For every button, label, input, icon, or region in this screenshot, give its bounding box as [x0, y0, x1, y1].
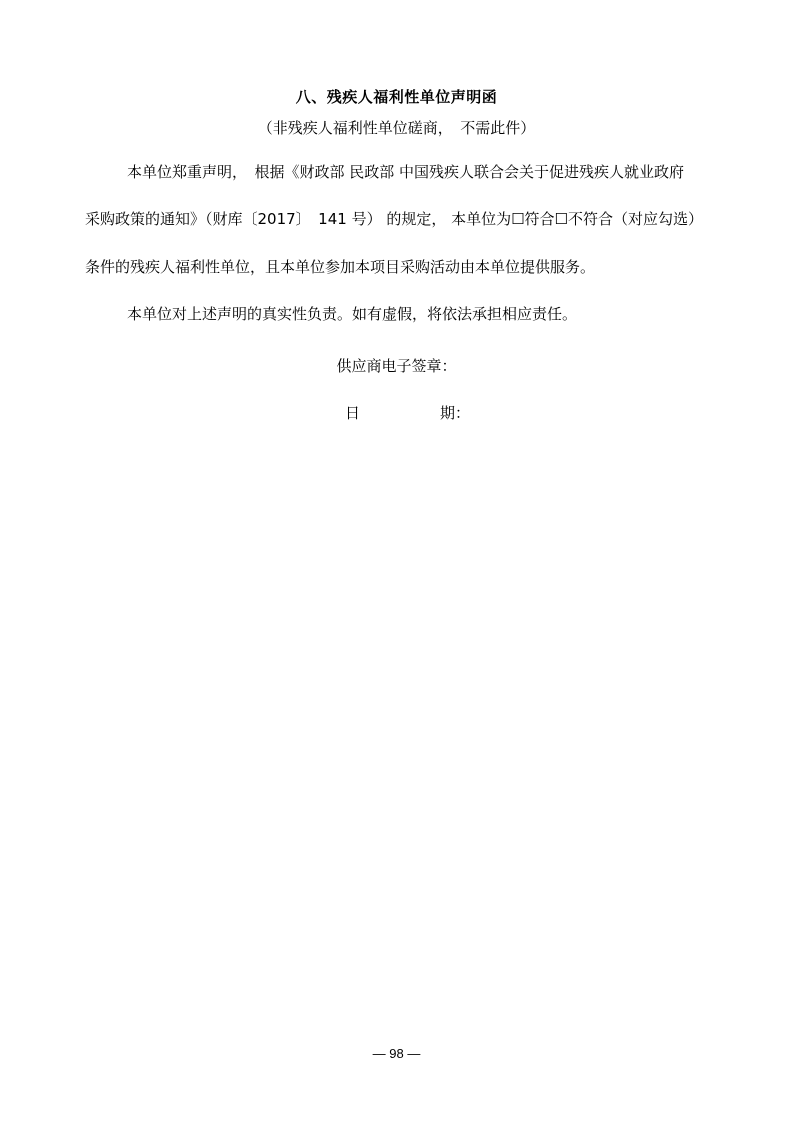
declaration-paragraph-line-3: 条件的残疾人福利性单位，且本单位参加本项目采购活动由本单位提供服务。 — [85, 258, 596, 276]
date-label-day: 日 — [345, 404, 361, 422]
page-number: — 98 — — [372, 1046, 421, 1061]
signature-label: 供应商电子签章： — [336, 357, 457, 375]
responsibility-paragraph: 本单位对上述声明的真实性负责。如有虚假，将依法承担相应责任。 — [127, 305, 578, 323]
page-subtitle: （非残疾人福利性单位磋商， 不需此件） — [257, 119, 536, 137]
date-label-period: 期： — [440, 404, 471, 422]
page-title: 八、残疾人福利性单位声明函 — [295, 88, 498, 106]
declaration-paragraph-line-1: 本单位郑重声明， 根据《财政部 民政部 中国残疾人联合会关于促进残疾人就业政府 — [127, 163, 685, 181]
declaration-paragraph-line-2: 采购政策的通知》（财库〔2017〕 141 号） 的规定， 本单位为☐符合☐不符合（对应勾选） — [85, 210, 704, 228]
